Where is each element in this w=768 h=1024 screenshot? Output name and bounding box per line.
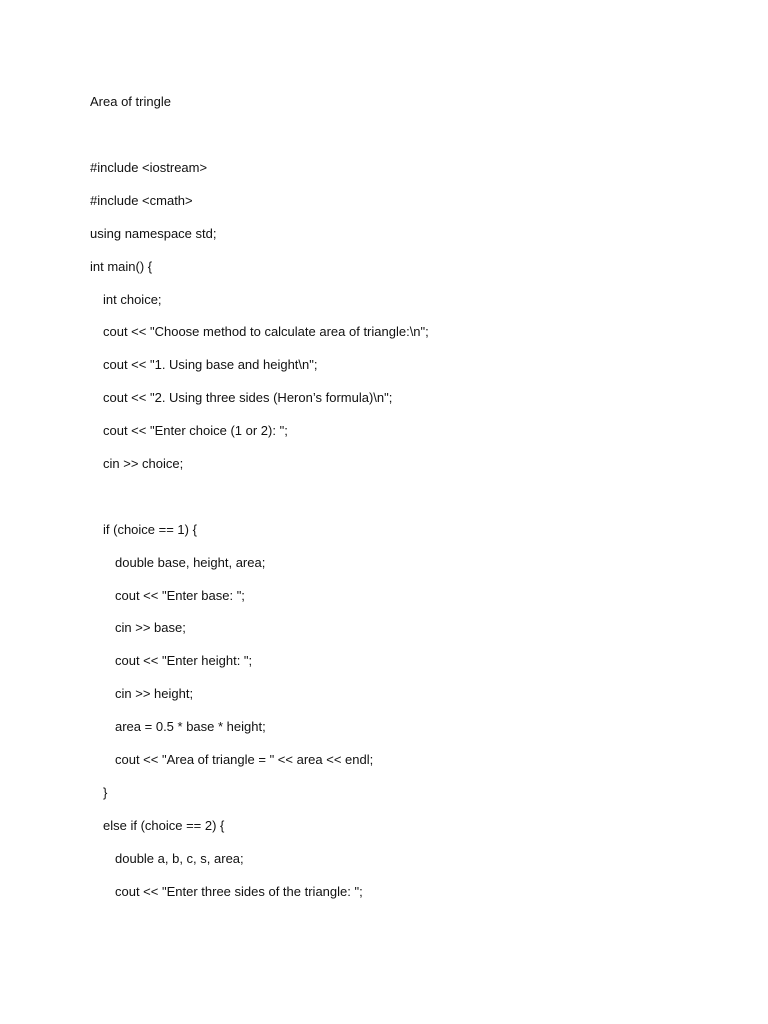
code-line: cin >> choice; [103,456,184,472]
code-line: int main() { [90,258,153,274]
code-line: cout << "Enter choice (1 or 2): "; [103,423,288,439]
code-line: #include <iostream> [90,160,208,175]
code-line: cout << "Enter three sides of the triangle: "; [115,883,363,899]
code-line: cout << "1. Using base and height\n"; [103,357,318,373]
code-block [90,159,429,915]
code-line: double a, b, c, s, area; [115,850,244,866]
code-line: cout << "Area of triangle = " << area << endl; [115,752,374,768]
code-line: #include <cmath> [90,192,193,208]
code-line: cin >> height; [115,686,194,702]
code-line: cout << "2. Using three sides (Heron’s formula)\n"; [103,390,393,406]
document-title: Area of tringle [90,94,171,109]
blank-line [90,488,429,521]
code-line: area = 0.5 * base * height; [115,719,266,735]
code-line: int choice; [103,291,162,307]
code-line: if (choice == 1) { [103,521,197,537]
code-line: using namespace std; [90,225,217,241]
code-line: } [103,784,108,800]
code-line: cout << "Enter base: "; [115,587,245,603]
code-line: cout << "Enter height: "; [115,653,253,669]
code-line: double base, height, area; [115,554,266,570]
code-line: cin >> base; [115,620,186,636]
code-line: cout << "Choose method to calculate area of triangle:\n"; [103,324,429,340]
code-line: else if (choice == 2) { [103,817,225,833]
